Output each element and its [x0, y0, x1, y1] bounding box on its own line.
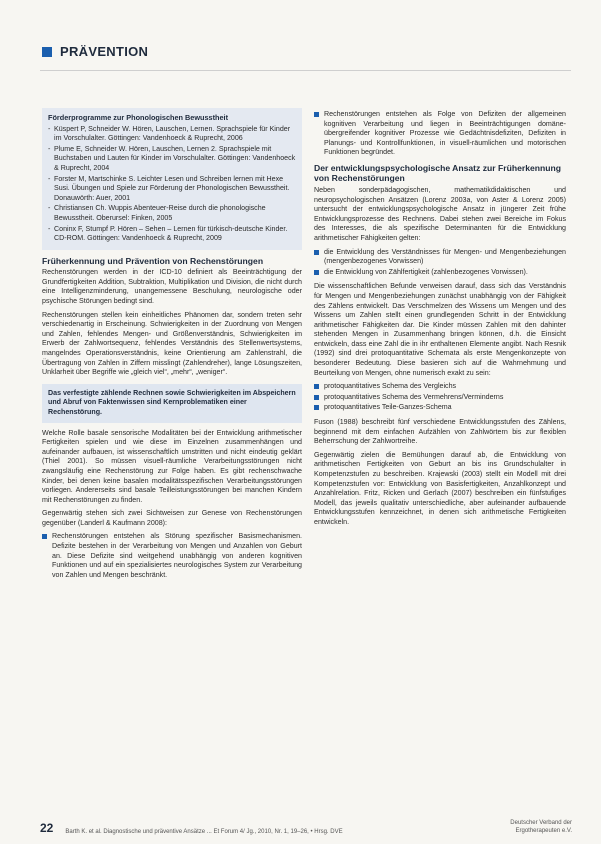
info-box-title: Förderprogramme zur Phonologischen Bewusstheit: [48, 113, 229, 122]
page-footer: [40, 820, 572, 835]
left-column: [42, 108, 302, 585]
section-title: PRÄVENTION: [60, 44, 149, 59]
bullet-square-icon: [314, 270, 319, 275]
section-marker-icon: [42, 47, 52, 57]
bullet-list: [314, 248, 566, 278]
left-heading: Früherkennung und Prävention von Rechenstörungen: [42, 255, 264, 266]
bullet-square-icon: [314, 384, 319, 389]
bullet-item: [42, 532, 302, 580]
right-column: [314, 110, 566, 532]
bullet-item: [314, 110, 566, 158]
bullet-text: protoquantitatives Schema des Vermehrens/Verminderns: [324, 392, 504, 401]
paragraph: Neben sonderpädagogischen, mathematikdidaktischen und neuropsychologischen Ansätzen (Lorenz 2003a, von Aster & Lorenz 2005) untersucht der entwicklungspsychologische Ansatz in jüngerer Zeit frühe Entwicklungsprozesse des Rechnens. Dabei stehen zwei Bereiche im Fokus des Interesses, die als spezifische Determinanten für die Entwicklung arithmetischer Fähigkeiten gelten:: [314, 185, 566, 242]
info-box: [42, 108, 302, 250]
reference-list: [48, 125, 296, 244]
bullet-item: [314, 393, 566, 403]
bullet-square-icon: [314, 395, 319, 400]
paragraph: Gegenwärtig zielen die Bemühungen darauf ab, die Entwicklung von arithmetischen Fertigkeiten von Geburt an bis ins Grundschulalter in Kompetenzstufen zu beschreiben. Krajewski (2003) stellt ein Modell mit drei Kompetenzstufen vor: Entwicklung von Basisfertigkeiten, Anzahlkonzept und Anzahlrelation. Fritz, Ricken und Gerlach (2007) beschreiben ein fünfstufiges Modell, das jeweils qualitativ unterschiedliche, aber aufeinander aufbauende Entwicklungsstufen kennzeichnet, in denen sich arithmetische Fertigkeiten entwickeln.: [314, 450, 566, 526]
bullet-text: die Entwicklung von Zählfertigkeit (zahlenbezogenes Vorwissen).: [324, 267, 528, 276]
bullet-square-icon: [42, 534, 47, 539]
paragraph: Rechenstörungen werden in der ICD-10 definiert als Beeinträchtigung der Grundfertigkeiten Addition, Subtraktion, Multiplikation und Division, die nicht durch eine Intelligenzminderung, unangemessene Beschulung, neurologische oder psychische Störungen bedingt sind.: [42, 268, 302, 305]
bullet-item: [314, 248, 566, 267]
bullet-text: Rechenstörungen entstehen als Folge von Defiziten der allgemeinen kognitiven Verarbeitung und liegen in Beeinträchtigungen domäne-übergreifender kognitiver Prozesse wie Gedächtnisdefiziten, Defiziten in Planungs- und Kontrollfunktionen, in visuell-räumlichen und motorischen Funktionen begründet.: [324, 110, 566, 157]
reference-item: - Forster M, Martschinke S. Leichter Lesen und Schreiben lernen mit Hexe Susi. Übungen und Spiele zur Förderung der Phonologischen Bewusstheit. Donauwörth: Auer, 2001: [48, 175, 296, 204]
highlight-box: Das verfestigte zählende Rechnen sowie Schwierigkeiten im Abspeichern und Abruf von Faktenwissen sind Kernproblematiken einer Rechenstörung.: [42, 384, 302, 423]
paragraph: Fuson (1988) beschreibt fünf verschiedene Entwicklungsstufen des Zählens, beginnend mit dem einfachen Aufzählen von Zahlwörtern bis zur flexiblen Beherrschung der Zahlwortreihe.: [314, 418, 566, 446]
reference-item: - Küspert P, Schneider W. Hören, Lauschen, Lernen. Sprachspiele für Kinder im Vorschulalter. Göttingen: Vandenhoeck & Ruprecht, 2006: [48, 125, 296, 144]
paragraph: Gegenwärtig stehen sich zwei Sichtweisen zur Genese von Rechenstörungen gegenüber (Landerl & Kaufmann 2008):: [42, 509, 302, 527]
reference-item: - Christiansen Ch. Wuppis Abenteuer-Reise durch die phonologische Bewusstheit. Oberursel: Finken, 2005: [48, 204, 296, 223]
bullet-text: Rechenstörungen entstehen als Störung spezifischer Basismechanismen. Defizite bestehen in der Verarbeitung von Mengen und Anzahlen von Geburt an. Diese Defizite sind weitgehend unabhängig von anderen kognitiven Funktionen und auf ein spezialisiertes neurologisches System zur Verarbeitung von Zahlen und Mengen beschränkt.: [52, 532, 302, 579]
header-divider: [40, 70, 571, 71]
bullet-square-icon: [314, 405, 319, 410]
bullet-square-icon: [314, 250, 319, 255]
footer-citation: Barth K. et al. Diagnostische und präventive Ansätze ... Et Forum 4/ Jg., 2010, Nr. 1, 19–26, • Hrsg. DVE: [65, 829, 343, 835]
publisher-line: Deutscher Verband der: [510, 820, 572, 826]
paragraph: Rechenstörungen stellen kein einheitliches Phänomen dar, sondern treten sehr verschiedenartig in Erscheinung. Schwierigkeiten in der Zuordnung von Mengen und Zahlen, fehlendes Mengen- und Größenverständnis, Schwierigkeiten im Erwerb der Zahlwortsequenz, fehlendes Verständnis des Stellenwertsystems, mangelndes Operationsverständnis, keine Orientierung am Zahlenstrahl, die Übertragung von Zahlen in Ziffern misslingt (Zahlendreher), lange Lösungszeiten, Unklarheit über Begriffe wie „gleich viel“, „mehr“, „weniger“.: [42, 310, 302, 377]
bullet-text: protoquantitatives Schema des Vergleichs: [324, 382, 457, 391]
bullet-list: [314, 382, 566, 413]
bullet-item: [314, 403, 566, 413]
reference-item: - Coninx F, Stumpf P. Hören – Sehen – Lernen für türkisch-deutsche Kinder. CD-ROM. Göttingen: Vandenhoeck & Ruprecht, 2009: [48, 225, 296, 244]
section-header: [42, 44, 148, 59]
reference-item: - Plume E, Schneider W. Hören, Lauschen, Lernen 2. Sprachspiele mit Buchstaben und Lauten für Kinder im Vorschulalter. Göttingen: Vandenhoeck & Ruprecht, 2004: [48, 145, 296, 174]
bullet-text: protoquantitatives Teile-Ganzes-Schema: [324, 403, 452, 412]
bullet-item: [314, 382, 566, 392]
publisher-line: Ergotherapeuten e.V.: [515, 827, 572, 834]
paragraph: Die wissenschaftlichen Befunde verweisen darauf, dass sich das Verständnis für Mengen und Mengenbeziehungen zunächst unabhängig von der Fähigkeit des Zählens entwickelt. Das Verschmelzen des Wissens um Mengen und des Wissens um Zahlen stellt einen grundlegenden Schritt in der Entwicklung arithmetischer Fähigkeiten dar. Die Kinder müssen Zahlen mit den dahinter stehenden Mengen in Zusammenhang bringen können, d.h. die Einsicht entwickeln, dass eine Zahl die in ihr enthaltenen Elemente angibt. Nach Resnik (1992) sind drei protoquantitative Schemata als erste Mengenkonzepte von besonderer Bedeutung. Diese basieren sich auf die Wahrnehmung und Beurteilung von Mengen, ohne numerisch exakt zu sein:: [314, 282, 566, 377]
bullet-text: die Entwicklung des Verständnisses für Mengen- und Mengenbeziehungen (mengenbezogenes Vorwissen): [324, 247, 566, 266]
publisher-name: [510, 820, 572, 835]
bullet-list: [314, 110, 566, 158]
page-number: 22: [40, 821, 54, 835]
bullet-square-icon: [314, 112, 319, 117]
paragraph: Welche Rolle basale sensorische Modalitäten bei der Entwicklung arithmetischer Fertigkeiten spielen und wie diese im Einzelnen zusammenhängen und aufeinander aufbauen, ist wissenschaftlich umstritten und nicht eindeutig geklärt (Thiel 2001). So müssen visuell-räumliche Verarbeitungsstörungen nicht zwangsläufig eine Rechenstörung zur Folge haben. Es gibt rechenschwache Kinder, bei denen keine basalen modalitätsspezifischen Verarbeitungsstörungen vorliegen. Andererseits sind basale Teilleistungsstörungen bei manchen Kindern mit Rechenstörungen zu finden.: [42, 428, 302, 504]
right-heading: Der entwicklungspsychologische Ansatz zur Früherkennung von Rechenstörungen: [314, 162, 562, 184]
bullet-item: [314, 268, 566, 278]
bullet-list: [42, 532, 302, 580]
